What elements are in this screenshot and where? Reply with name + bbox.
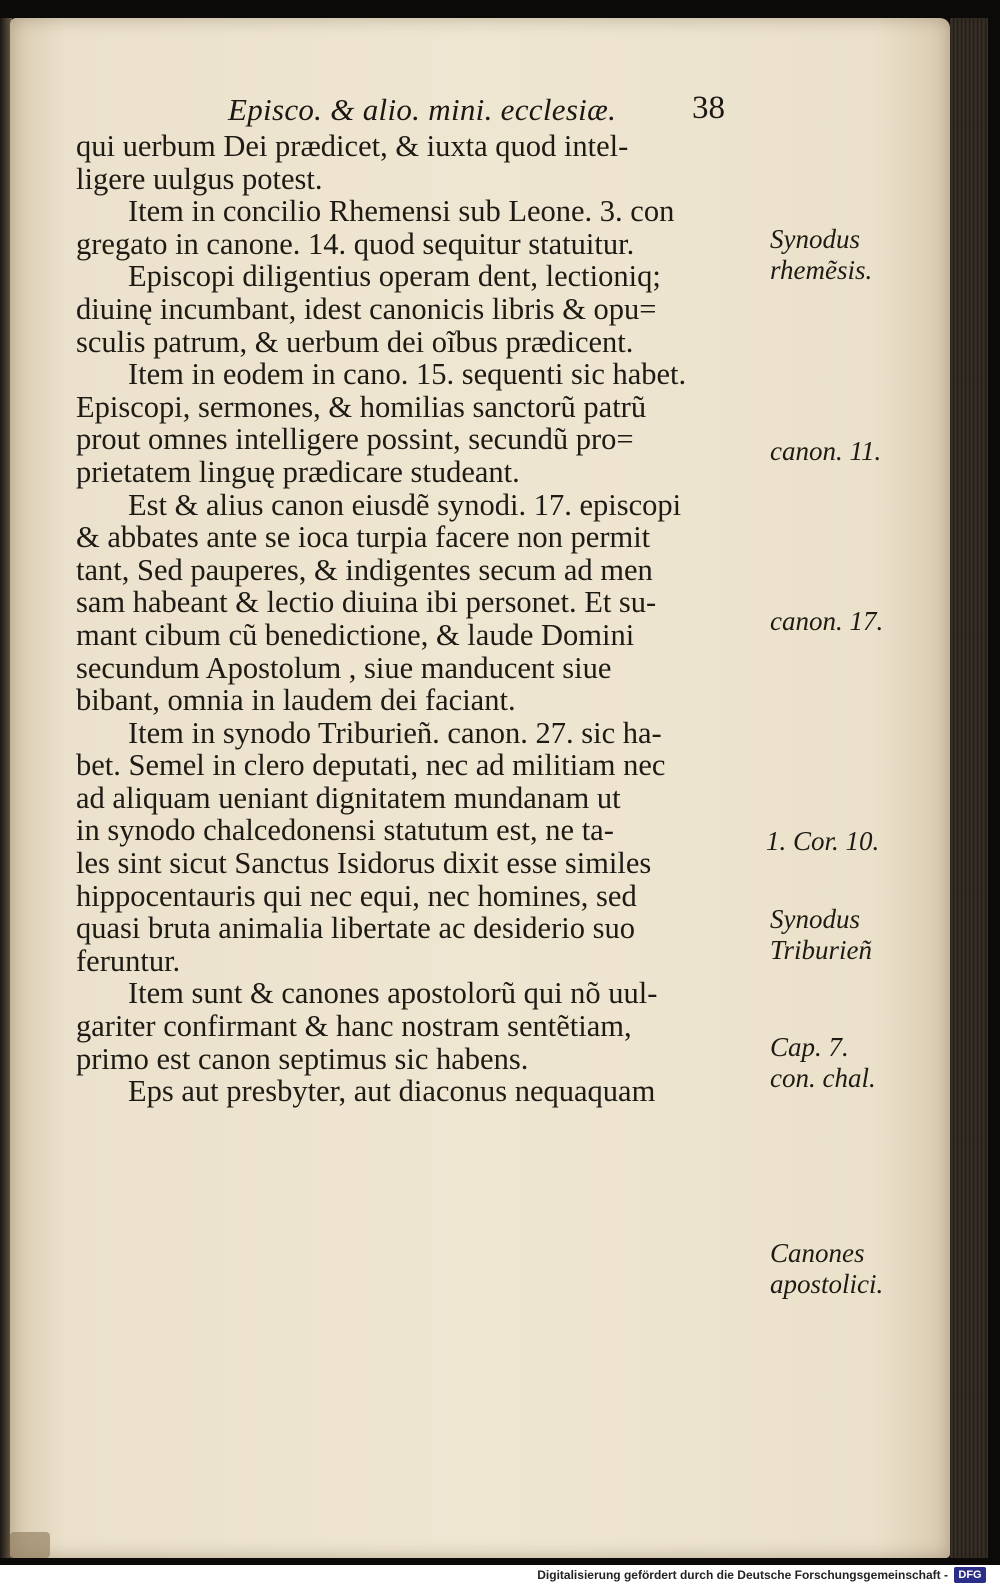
marginal-note-cap-7 [770,1032,940,1094]
marginal-line: con. chal. [770,1063,876,1093]
text-line: qui uerbum Dei prædicet, & iuxta quod intel- [76,129,629,163]
marginal-note-synodus-triburien [770,904,940,966]
text-line: hippocentauris qui nec equi, nec homines, sed [76,878,637,913]
text-line: ligere uulgus potest. [76,161,323,196]
marginal-note-1-cor-10 [766,826,936,857]
text-line: diuinę incumbant, idest canonicis libris & opu= [76,291,657,326]
body-text [76,130,766,1108]
marginal-line: rhemẽsis. [770,255,873,285]
text-line: Episcopi, sermones, & homilias sanctorũ patrũ [76,389,647,424]
marginal-line: Synodus [770,224,860,254]
text-line: prout omnes intelligere possint, secundũ pro= [76,422,634,457]
text-line: gregato in canone. 14. quod sequitur statuitur. [76,226,635,261]
marginal-line: canon. 11. [770,436,882,466]
marginal-note-canones-apostolici [770,1238,940,1300]
marginal-line: 1. Cor. 10. [766,826,880,856]
marginal-note-canon-11 [770,436,940,467]
marginal-line: Canones [770,1238,865,1268]
text-line: prietatem linguę prædicare studeant. [76,454,520,489]
text-line: bet. Semel in clero deputati, nec ad militiam nec [76,748,666,783]
text-line: les sint sicut Sanctus Isidorus dixit esse similes [76,846,652,881]
funding-credit: Digitalisierung gefördert durch die Deutsche Forschungsgemeinschaft - [537,1568,948,1582]
running-head: Episco. & alio. mini. ecclesiæ. [228,92,617,127]
text-line: sam habeant & lectio diuina ibi personet. Et su- [76,585,657,620]
marginal-line: Triburieñ [770,935,873,965]
text-line: Item sunt & canones apostolorũ qui nõ uul- [128,976,658,1011]
marginal-line: apostolici. [770,1269,884,1299]
text-line: ad aliquam ueniant dignitatem mundanam ut [76,780,621,815]
marginal-note-synodus-rhemensis [770,224,940,286]
text-line: Eps aut presbyter, aut diaconus nequaquam [128,1074,656,1109]
folio-number: 38 [692,90,725,126]
marginal-line: Cap. 7. [770,1032,849,1062]
text-line: & abbates ante se ioca turpia facere non permit [76,520,651,555]
text-line: Item in eodem in cano. 15. sequenti sic habet. [128,357,687,392]
text-line: Item in synodo Triburieñ. canon. 27. sic ha- [128,715,662,750]
page-edges [950,18,988,1558]
dfg-logo: DFG [954,1567,986,1583]
text-line: Episcopi diligentius operam dent, lectioniq; [128,259,661,294]
binding-stain [10,1532,50,1558]
text-line: feruntur. [76,943,181,978]
marginal-note-canon-17 [770,606,940,637]
marginal-line: canon. 17. [770,606,884,636]
text-line: quasi bruta animalia libertate ac desiderio suo [76,911,635,946]
text-line: Item in concilio Rhemensi sub Leone. 3. con [128,194,675,229]
text-line: secundum Apostolum , siue manducent siue [76,650,612,685]
text-line: mant cibum cũ benedictione, & laude Domini [76,617,635,652]
text-line: Est & alius canon eiusdẽ synodi. 17. episcopi [128,487,682,522]
text-line: in synodo chalcedonensi statutum est, ne ta- [76,813,614,848]
text-line: primo est canon septimus sic habens. [76,1041,529,1076]
text-line: sculis patrum, & uerbum dei oĩbus prædicent. [76,324,634,359]
text-line: bibant, omnia in laudem dei faciant. [76,683,516,718]
text-line: gariter confirmant & hanc nostram sentẽtiam, [76,1009,632,1044]
text-line: tant, Sed pauperes, & indigentes secum ad men [76,552,653,587]
marginal-line: Synodus [770,904,860,934]
